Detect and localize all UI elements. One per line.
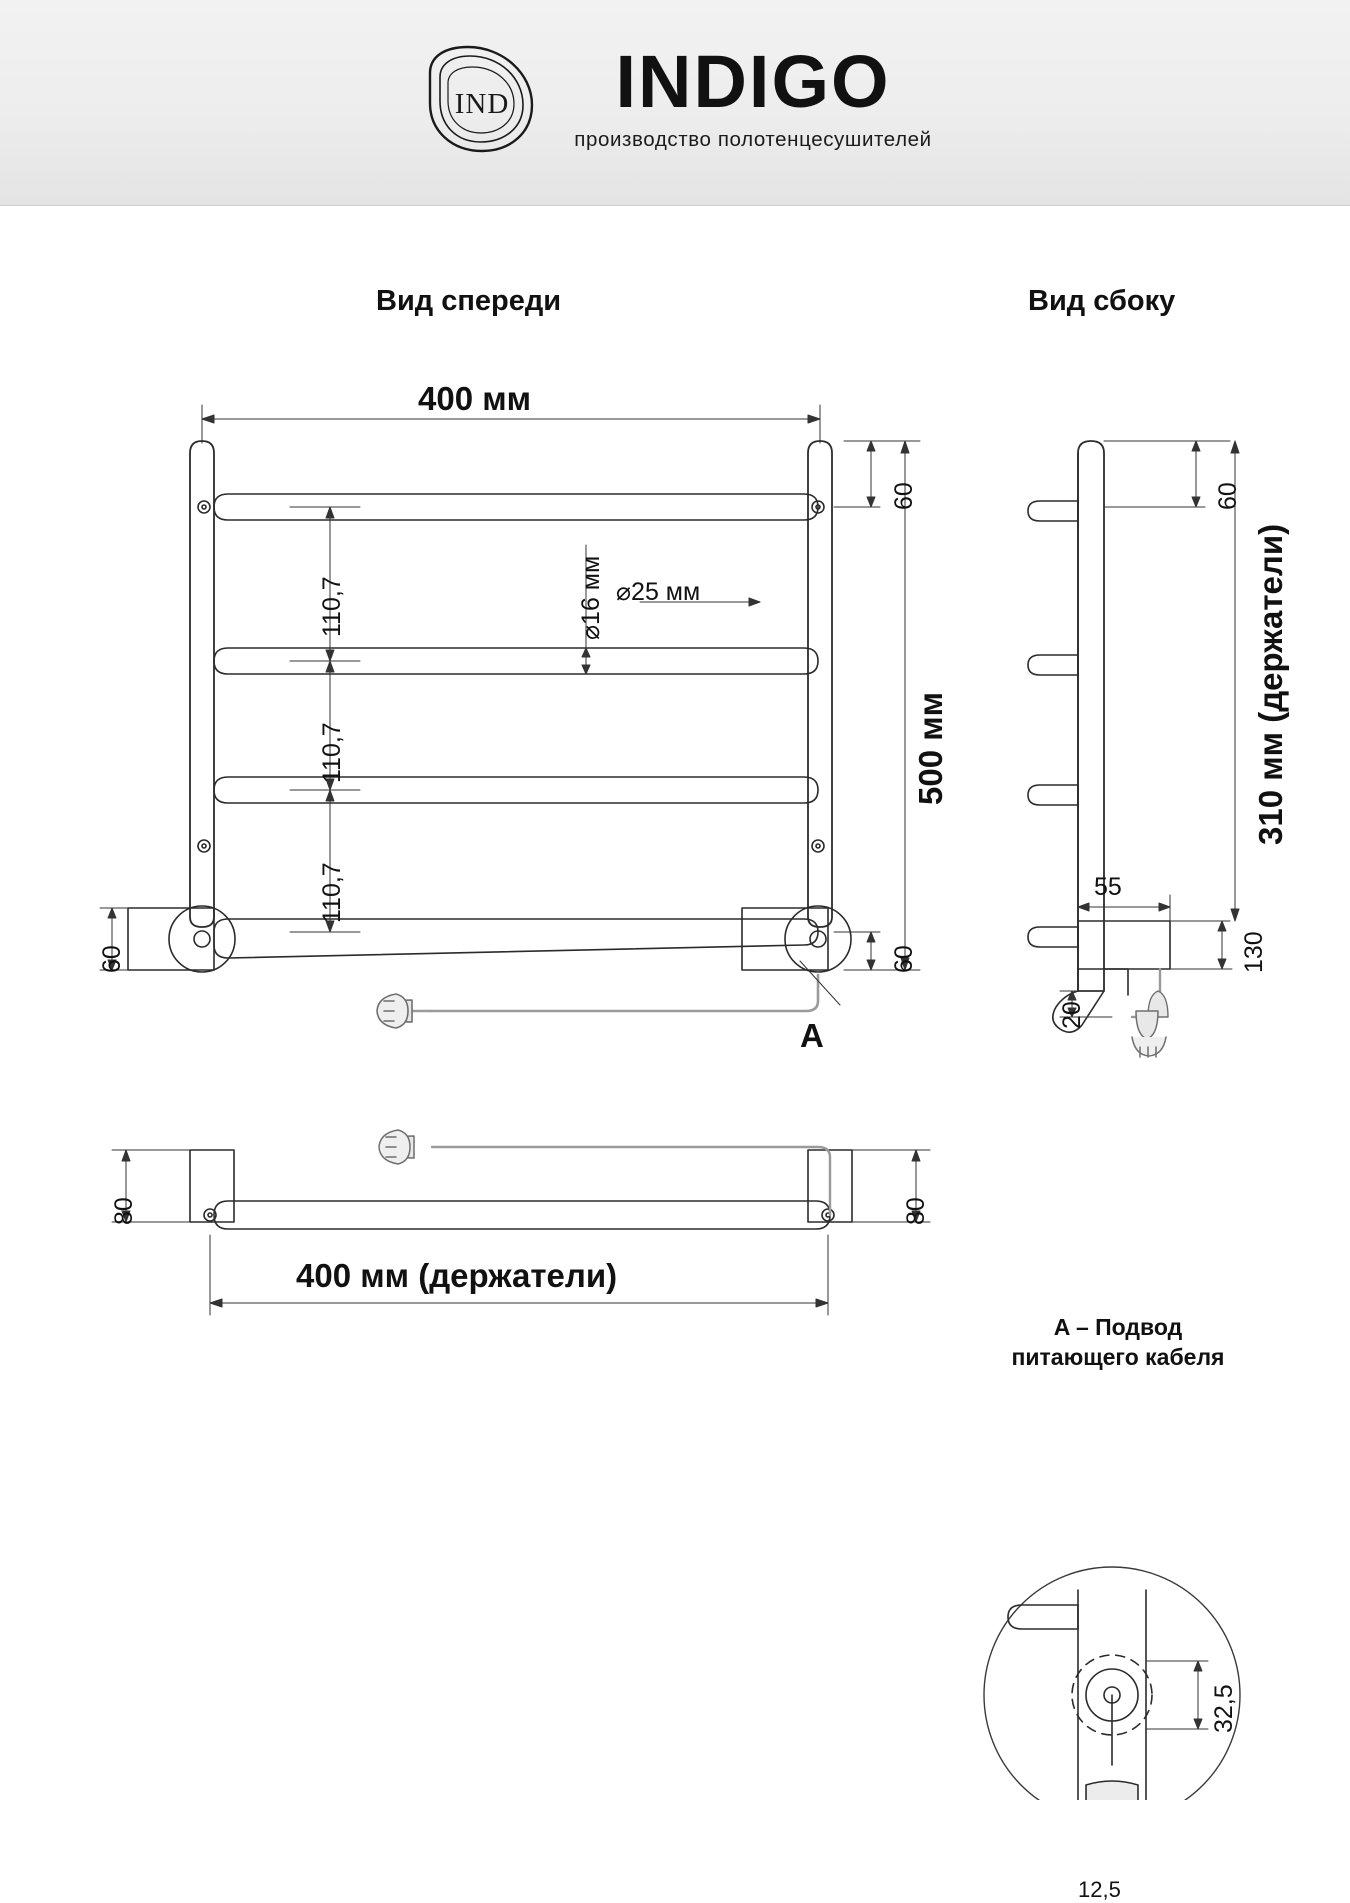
dim-side-130: 130: [1240, 931, 1268, 973]
dim-top-offset-60: 60: [890, 482, 918, 510]
side-view-title: Вид сбоку: [1028, 285, 1176, 317]
dim-diameter-16: ⌀16 мм: [577, 555, 605, 640]
detail-a-title-line2: питающего кабеля: [1011, 1343, 1225, 1370]
dim-plan-width-400: 400 мм (держатели): [296, 1257, 618, 1294]
dim-side-20: 20: [1058, 1001, 1086, 1029]
dim-detail-32-5: 32,5: [1210, 1684, 1238, 1733]
dim-plan-right-80: 80: [902, 1197, 930, 1225]
detail-a-title-line1: A – Подвод: [1053, 1314, 1183, 1340]
drawing-vectors: [0, 205, 1350, 1800]
dim-height-500: 500 мм: [912, 691, 949, 805]
svg-text:IND: IND: [455, 87, 510, 120]
brand-title: INDIGO: [615, 40, 891, 123]
dim-width-400: 400 мм: [418, 380, 532, 417]
page-header: [0, 0, 1350, 206]
dim-side-top-60: 60: [1214, 482, 1242, 510]
marker-a-front: A: [800, 1017, 824, 1054]
dim-side-55: 55: [1094, 873, 1122, 901]
dim-left-offset-60: 60: [98, 945, 126, 973]
dim-spacing-3: 110,7: [318, 862, 346, 923]
technical-drawing: [0, 205, 1350, 1902]
dim-detail-12-5: 12,5: [1078, 1877, 1121, 1902]
dim-spacing-1: 110,7: [318, 576, 346, 637]
dim-spacing-2: 110,7: [318, 722, 346, 783]
brand-logo: [418, 40, 932, 155]
indigo-shield-icon: [418, 43, 546, 155]
dim-plan-left-80: 80: [110, 1197, 138, 1225]
dim-bottom-offset-60: 60: [890, 945, 918, 973]
front-view-title: Вид спереди: [376, 285, 562, 317]
dim-side-holders-310: 310 мм (держатели): [1252, 523, 1289, 845]
detail-a-title: [978, 1313, 1258, 1373]
dim-diameter-25: ⌀25 мм: [616, 578, 701, 606]
brand-tagline: производство полотенцесушителей: [574, 128, 932, 151]
